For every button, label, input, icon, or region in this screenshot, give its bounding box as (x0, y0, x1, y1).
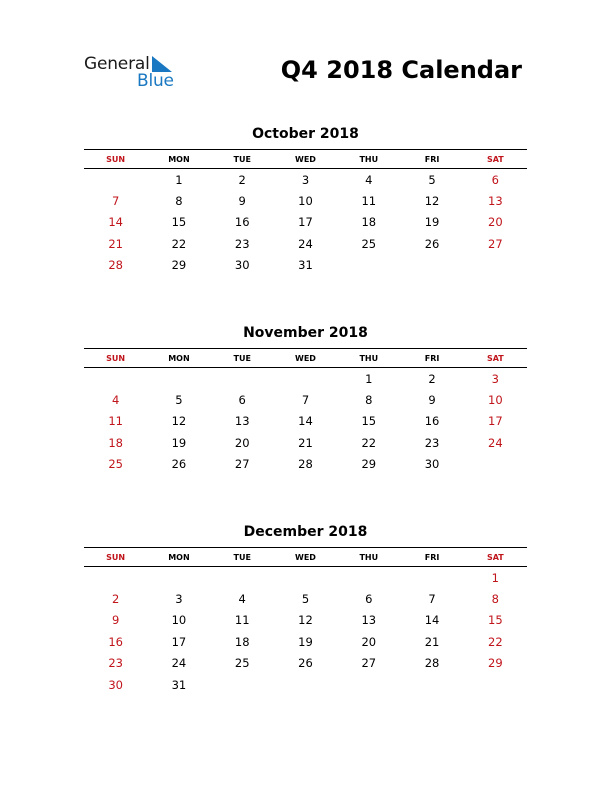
day-cell: 21 (298, 435, 313, 450)
week-row (84, 567, 527, 589)
week-row (84, 169, 527, 191)
day-cell: 13 (488, 194, 503, 209)
day-cell (337, 674, 400, 695)
day-cell: 12 (298, 613, 313, 628)
day-cell: 30 (424, 457, 440, 472)
day-cell: 11 (361, 194, 377, 209)
day-cell: 13 (234, 414, 250, 429)
day-cell: 9 (111, 613, 120, 628)
day-cell: 10 (171, 613, 187, 628)
day-cell: 26 (171, 457, 187, 472)
week-row (84, 233, 527, 254)
day-cell: 11 (234, 613, 250, 628)
day-cell (211, 368, 274, 390)
week-row (84, 454, 527, 475)
weekday-header: THU (337, 548, 400, 567)
weekday-header: SUN (84, 349, 147, 368)
day-cell: 26 (424, 236, 440, 251)
calendar-grid (84, 547, 527, 695)
day-cell: 11 (108, 414, 123, 429)
day-cell: 18 (108, 435, 123, 450)
day-cell: 6 (365, 592, 373, 607)
day-cell: 30 (108, 677, 123, 692)
day-cell: 17 (298, 215, 313, 230)
day-cell: 10 (488, 393, 503, 408)
day-cell: 16 (108, 634, 123, 649)
day-cell: 28 (424, 656, 440, 671)
day-cell: 15 (488, 613, 503, 628)
day-cell: 29 (361, 457, 377, 472)
day-cell: 6 (238, 393, 246, 408)
day-cell: 28 (108, 258, 123, 273)
weekday-header: MON (147, 150, 210, 169)
calendar-grid (84, 149, 527, 276)
day-cell: 14 (108, 215, 123, 230)
day-cell (400, 255, 463, 276)
weekday-header: FRI (400, 548, 463, 567)
day-cell: 19 (298, 634, 313, 649)
day-cell: 31 (298, 258, 313, 273)
day-cell (147, 567, 210, 589)
day-cell: 20 (361, 634, 377, 649)
weekday-header: TUE (211, 349, 274, 368)
day-cell: 8 (491, 592, 499, 607)
day-cell: 14 (298, 414, 313, 429)
day-cell: 12 (424, 194, 440, 209)
day-cell (337, 255, 400, 276)
day-cell: 19 (424, 215, 440, 230)
day-cell: 25 (361, 236, 377, 251)
calendar-grid (84, 348, 527, 475)
day-cell (84, 567, 147, 589)
day-cell: 24 (298, 236, 313, 251)
month-title: October 2018 (252, 126, 359, 142)
day-cell: 4 (238, 592, 246, 607)
day-cell: 13 (361, 613, 377, 628)
day-cell: 27 (361, 656, 377, 671)
weekday-header: WED (274, 150, 337, 169)
week-row (84, 631, 527, 652)
day-cell: 9 (238, 194, 246, 209)
day-cell (274, 674, 337, 695)
day-cell: 9 (428, 393, 436, 408)
day-cell: 12 (171, 414, 187, 429)
day-cell: 19 (171, 435, 187, 450)
day-cell: 20 (234, 435, 250, 450)
day-cell (211, 567, 274, 589)
weekday-header: MON (147, 349, 210, 368)
day-cell (211, 674, 274, 695)
weekday-header: FRI (400, 349, 463, 368)
day-cell: 27 (488, 236, 503, 251)
day-cell (84, 169, 147, 191)
weekday-header: SAT (464, 548, 527, 567)
day-cell: 8 (365, 393, 373, 408)
day-cell: 20 (488, 215, 503, 230)
weekday-header: TUE (211, 150, 274, 169)
day-cell: 1 (365, 371, 373, 386)
day-cell: 6 (491, 172, 499, 187)
day-cell: 22 (488, 634, 503, 649)
day-cell: 24 (488, 435, 503, 450)
day-cell: 7 (111, 194, 120, 209)
day-cell: 21 (424, 634, 440, 649)
day-cell (464, 674, 527, 695)
week-row (84, 190, 527, 211)
month-title: November 2018 (243, 325, 368, 341)
day-cell: 28 (298, 457, 313, 472)
day-cell (84, 368, 147, 390)
day-cell: 2 (428, 371, 436, 386)
weekday-header: THU (337, 150, 400, 169)
day-cell (147, 368, 210, 390)
day-cell: 5 (428, 172, 436, 187)
day-cell: 26 (298, 656, 313, 671)
day-cell: 22 (361, 435, 377, 450)
day-cell: 25 (108, 457, 123, 472)
weekday-header: FRI (400, 150, 463, 169)
day-cell (400, 567, 463, 589)
day-cell: 24 (171, 656, 187, 671)
day-cell: 7 (301, 393, 310, 408)
week-row (84, 432, 527, 453)
weekday-header: SUN (84, 150, 147, 169)
day-cell: 17 (488, 414, 503, 429)
day-cell: 3 (175, 592, 183, 607)
day-cell: 2 (111, 592, 120, 607)
day-cell: 4 (111, 393, 120, 408)
week-row (84, 212, 527, 233)
week-row (84, 368, 527, 390)
day-cell: 30 (234, 258, 250, 273)
day-cell: 16 (424, 414, 440, 429)
week-row (84, 610, 527, 631)
week-row (84, 653, 527, 674)
day-cell: 23 (234, 236, 250, 251)
weekday-header: MON (147, 548, 210, 567)
brand-logo (84, 54, 184, 94)
day-cell (400, 674, 463, 695)
page-title: Q4 2018 Calendar (280, 56, 522, 84)
weekday-header: WED (274, 349, 337, 368)
day-cell (274, 368, 337, 390)
day-cell (337, 567, 400, 589)
month-december (84, 522, 527, 695)
week-row (84, 255, 527, 276)
day-cell (274, 567, 337, 589)
day-cell: 2 (238, 172, 246, 187)
month-title: December 2018 (243, 524, 368, 540)
day-cell: 27 (234, 457, 250, 472)
day-cell: 1 (175, 172, 183, 187)
day-cell: 21 (108, 236, 123, 251)
day-cell: 23 (424, 435, 440, 450)
month-october (84, 124, 527, 276)
day-cell: 14 (424, 613, 440, 628)
week-row (84, 674, 527, 695)
day-cell: 17 (171, 634, 187, 649)
day-cell: 25 (234, 656, 250, 671)
weekday-header: WED (274, 548, 337, 567)
month-november (84, 323, 527, 475)
week-row (84, 588, 527, 609)
day-cell (464, 255, 527, 276)
day-cell: 15 (171, 215, 187, 230)
weekday-header: SAT (464, 150, 527, 169)
day-cell: 31 (171, 677, 187, 692)
day-cell: 3 (491, 371, 499, 386)
weekday-header: THU (337, 349, 400, 368)
weekday-header: SAT (464, 349, 527, 368)
day-cell: 29 (488, 656, 503, 671)
logo-text-general: General (84, 54, 150, 74)
weekday-header: TUE (211, 548, 274, 567)
weekday-header: SUN (84, 548, 147, 567)
week-row (84, 389, 527, 410)
day-cell: 10 (298, 194, 313, 209)
day-cell: 18 (234, 634, 250, 649)
day-cell: 5 (301, 592, 310, 607)
day-cell: 7 (428, 592, 436, 607)
day-cell: 5 (175, 393, 183, 408)
day-cell: 8 (175, 194, 183, 209)
logo-text-blue: Blue (137, 71, 174, 91)
day-cell: 29 (171, 258, 187, 273)
week-row (84, 411, 527, 432)
day-cell: 23 (108, 656, 123, 671)
day-cell (464, 454, 527, 475)
day-cell: 4 (365, 172, 373, 187)
day-cell: 15 (361, 414, 377, 429)
day-cell: 16 (234, 215, 250, 230)
day-cell: 3 (301, 172, 310, 187)
day-cell: 18 (361, 215, 377, 230)
day-cell: 22 (171, 236, 187, 251)
day-cell: 1 (491, 570, 499, 585)
